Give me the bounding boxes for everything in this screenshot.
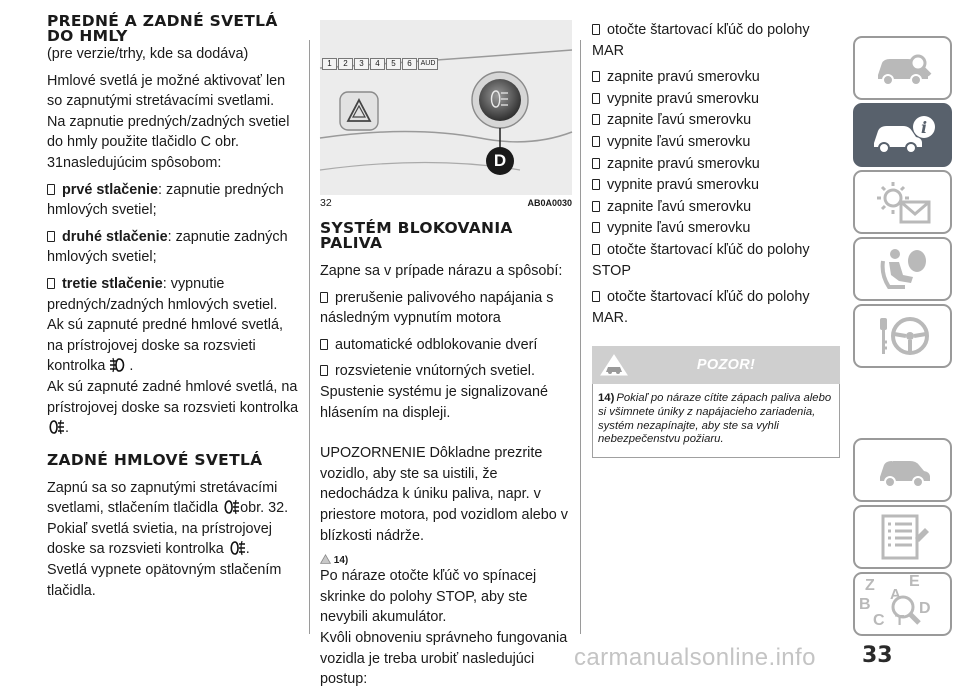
tab-car-info[interactable] [853, 103, 952, 167]
bullet-icon [592, 201, 600, 212]
preset-button: 1 [322, 58, 337, 70]
bullet-icon [592, 291, 600, 302]
index-letter: T [895, 612, 905, 629]
index-letter: E [909, 573, 920, 590]
heading-fog-lights: PREDNÉ A ZADNÉ SVETLÁ DO HMLY [47, 12, 278, 45]
column-divider [580, 40, 581, 634]
bullet-icon [320, 365, 328, 376]
bullet-icon [47, 231, 55, 242]
warning-ref-row [320, 554, 572, 566]
reset-steps-list [592, 20, 840, 328]
callout-d-label: D [493, 151, 507, 170]
dashboard-illustration [320, 20, 572, 195]
paragraph: Po náraze otočte kľúč vo spínacej skrinke do polohy STOP, aby ste nevybili akumulátor. [320, 568, 537, 626]
driver-warning-icon [600, 353, 628, 377]
paragraph: Kvôli obnoveniu správneho fungovania vozidla je treba urobiť nasledujúci postup: [320, 629, 568, 688]
step-item: otočte štartovací kľúč do polohy MAR [592, 22, 810, 59]
figure-code: AB0A0030 [527, 198, 572, 208]
preset-button: 3 [354, 58, 369, 70]
step-item: zapnite pravú smerovku [592, 67, 840, 88]
index-letter: A [890, 586, 901, 603]
preset-button: 4 [370, 58, 385, 70]
bullet-icon [320, 292, 328, 303]
bullet-item: druhé stlačenie: zapnutie zadných hmlových svetiel; [47, 228, 288, 266]
heading-fuel-cutoff: SYSTÉM BLOKOVANIA PALIVA [320, 219, 513, 252]
subheading-versions: (pre verzie/trhy, kde sa dodáva) [47, 46, 249, 62]
tab-driving[interactable] [853, 304, 952, 368]
bullet-icon [592, 136, 600, 147]
rear-fog-light-icon [47, 418, 65, 436]
warning-number: 14) [598, 392, 615, 405]
step-item: otočte štartovací kľúč do polohy STOP [592, 241, 810, 279]
car-search-icon [872, 47, 934, 89]
warning-light-icon [871, 178, 935, 226]
preset-button-row [322, 58, 438, 70]
tab-specifications[interactable] [853, 505, 952, 569]
bullet-item: prvé stlačenie: zapnutie predných hmlových svetiel; [47, 181, 284, 219]
step-item: zapnite ľavú smerovku [592, 197, 840, 218]
tab-index[interactable] [853, 572, 952, 636]
paragraph: Ak sú zapnuté predné hmlové svetlá, na prístrojovej doske sa rozsvieti kontrolka . [47, 317, 283, 375]
step-item: vypnite ľavú smerovku [592, 132, 840, 153]
bullet-item: automatické odblokovanie dverí [320, 335, 572, 356]
warning-triangle-icon [320, 554, 331, 564]
index-letter: D [919, 600, 931, 617]
car-info-icon [868, 113, 938, 157]
svg-text:i: i [920, 118, 927, 137]
paragraph: Hmlové svetlá je možné aktivovať len so zapnutými stretávacími svetlami. [47, 72, 286, 110]
bullet-icon [320, 339, 328, 350]
rear-fog-light-icon [228, 539, 246, 557]
column-3 [592, 20, 840, 458]
bullet-item: rozsvietenie vnútorných svetiel. Spustenie systému je signalizované hlásením na displeji. [320, 363, 548, 421]
tab-maintenance[interactable] [853, 438, 952, 502]
step-item: otočte štartovací kľúč do polohy MAR. [592, 289, 810, 326]
rear-fog-light-icon [222, 498, 240, 516]
index-letter: B [859, 596, 871, 613]
bullet-item: tretie stlačenie: vypnutie predných/zadných hmlových svetiel. [47, 275, 278, 313]
warning-text: Pokiaľ po náraze cítite zápach paliva alebo si všimnete úniky z napájacieho zariadenia, systém nezapínajte, aby ste sa vyhli nebezpečenstvu požiaru. [598, 392, 832, 446]
warning-title: POZOR! [696, 357, 756, 374]
column-divider [309, 40, 310, 634]
figure-caption [320, 197, 572, 209]
bullet-icon [592, 244, 600, 255]
airbag-seat-icon [875, 245, 931, 293]
bullet-icon [47, 184, 55, 195]
paragraph: Svetlá vypnete opätovným stlačením tlačidla. [47, 562, 282, 599]
bullet-icon [592, 114, 600, 125]
tab-safety[interactable] [853, 237, 952, 301]
paragraph: Ak sú zapnuté zadné hmlové svetlá, na prístrojovej doske sa rozsvieti kontrolka . [47, 378, 299, 437]
paragraph-notice: UPOZORNENIE Dôkladne prezrite vozidlo, aby ste sa uistili, že nedochádza k úniku paliva, napr. v priestore motora, pod vozidlom alebo v blízkosti nádrže. [320, 445, 568, 544]
step-item: zapnite ľavú smerovku [592, 110, 840, 131]
step-item: vypnite pravú smerovku [592, 175, 840, 196]
tab-warning-lights[interactable] [853, 170, 952, 234]
step-item: vypnite ľavú smerovku [592, 218, 840, 239]
bullet-icon [592, 179, 600, 190]
steering-key-icon [872, 312, 934, 360]
spec-list-icon [875, 512, 931, 562]
tab-car-overview[interactable] [853, 36, 952, 100]
paragraph: Zapnú sa so zapnutými stretávacími svetlami, stlačením tlačidla obr. 32. [47, 479, 289, 517]
figure-number: 32 [320, 197, 332, 209]
bullet-icon [592, 24, 600, 35]
index-letter: C [873, 612, 885, 629]
step-item: vypnite pravú smerovku [592, 89, 840, 110]
step-item: zapnite pravú smerovku [592, 154, 840, 175]
bullet-icon [592, 222, 600, 233]
paragraph: Na zapnutie predných/zadných svetiel do hmly použite tlačidlo C obr. 31nasledujúcim spôsobom: [47, 113, 290, 171]
paragraph: Zapne sa v prípade nárazu a spôsobí: [320, 263, 563, 279]
preset-button: 5 [386, 58, 401, 70]
bullet-icon [592, 158, 600, 169]
front-fog-light-icon [109, 356, 129, 374]
preset-button-aud: AUD [418, 58, 438, 70]
bullet-icon [592, 71, 600, 82]
warning-body [592, 384, 840, 457]
page-number: 33 [862, 643, 893, 668]
preset-button: 6 [402, 58, 417, 70]
watermark: carmanualsonline.info [574, 644, 816, 671]
warning-header [592, 346, 840, 384]
column-2 [320, 20, 572, 690]
heading-rear-fog: ZADNÉ HMLOVÉ SVETLÁ [47, 450, 263, 469]
paragraph: Pokiaľ svetlá svietia, na prístrojovej doske sa rozsvieti kontrolka . [47, 520, 272, 558]
preset-button: 2 [338, 58, 353, 70]
warning-ref: 14) [333, 555, 349, 567]
figure-dashboard-buttons [320, 20, 572, 195]
column-1 [47, 14, 299, 601]
bullet-icon [592, 93, 600, 104]
index-letter: Z [865, 577, 875, 594]
bullet-item: prerušenie palivového napájania s následným vypnutím motora [320, 289, 554, 327]
car-service-icon [872, 449, 934, 491]
bullet-icon [47, 278, 55, 289]
